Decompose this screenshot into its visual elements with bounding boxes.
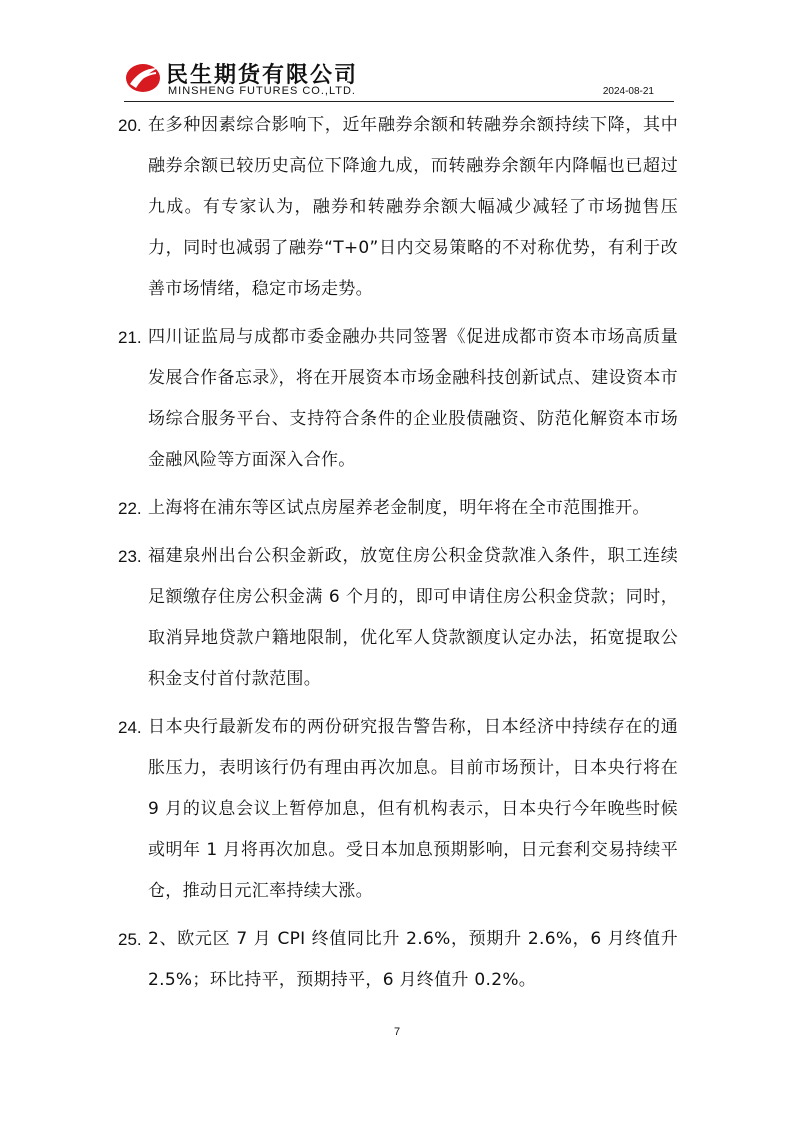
item-number: 23. [118, 547, 142, 566]
logo-swoosh-icon [124, 58, 162, 96]
item-number: 24. [118, 718, 142, 737]
news-item-21 [118, 317, 678, 481]
company-name-en: MINSHENG FUTURES CO.,LTD. [168, 85, 356, 97]
news-list [118, 105, 678, 1008]
item-text: 在多种因素综合影响下，近年融券余额和转融券余额持续下降，其中融券余额已较历史高位下降逾九成，而转融券余额年内降幅也已超过九成。有专家认为，融券和转融券余额大幅减少减轻了市场抛售压力，同时也减弱了融券“T+0”日内交易策略的不对称优势，有利于改善市场情绪，稳定市场走势。 [148, 115, 678, 299]
item-text: 四川证监局与成都市委金融办共同签署《促进成都市资本市场高质量发展合作备忘录》，将在开展资本市场金融科技创新试点、建设资本市场综合服务平台、支持符合条件的企业股债融资、防范化解资本市场金融风险等方面深入合作。 [148, 327, 678, 470]
item-text: 福建泉州出台公积金新政，放宽住房公积金贷款准入条件，职工连续足额缴存住房公积金满 6 个月的，即可申请住房公积金贷款；同时，取消异地贷款户籍地限制，优化军人贷款额度认定办法，拓宽提取公积金支付首付款范围。 [148, 546, 678, 689]
company-name-cn: 民生期货有限公司 [166, 63, 359, 88]
item-number: 20. [118, 116, 142, 135]
news-item-23 [118, 536, 678, 700]
news-item-24 [118, 707, 678, 912]
item-number: 21. [118, 328, 142, 347]
news-item-20 [118, 105, 678, 310]
header-divider [124, 101, 674, 102]
report-date: 2024-08-21 [602, 86, 654, 97]
news-item-22 [118, 488, 678, 529]
item-number: 25. [118, 930, 142, 949]
item-number: 22. [118, 499, 142, 518]
news-item-25 [118, 919, 678, 1001]
item-text: 日本央行最新发布的两份研究报告警告称，日本经济中持续存在的通胀压力，表明该行仍有理由再次加息。目前市场预计，日本央行将在 9 月的议息会议上暂停加息，但有机构表示，日本央行今年晚些时候或明年 1 月将再次加息。受日本加息预期影响，日元套利交易持续平仓，推动日元汇率持续大涨。 [148, 717, 678, 901]
item-text: 2、欧元区 7 月 CPI 终值同比升 2.6%，预期升 2.6%，6 月终值升 2.5%；环比持平，预期持平，6 月终值升 0.2%。 [148, 929, 678, 990]
page-header [124, 56, 674, 102]
company-logo [124, 56, 364, 102]
item-text: 上海将在浦东等区试点房屋养老金制度，明年将在全市范围推开。 [148, 498, 650, 518]
page-number: 7 [393, 1026, 401, 1038]
